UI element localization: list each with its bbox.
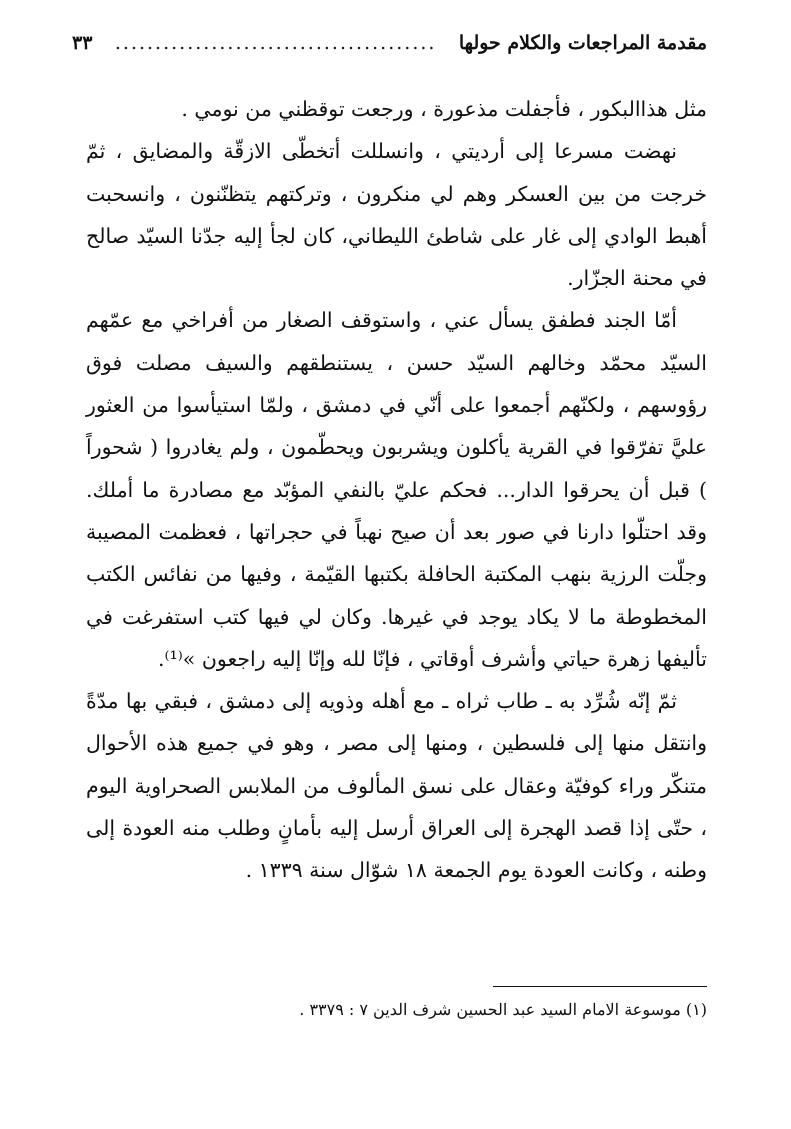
footnote: (١) موسوعة الامام السيد عبد الحسين شرف الدين ٧ : ٣٣٧٩ . [299,1000,707,1019]
main-text [86,88,707,892]
running-header [72,22,707,56]
header-title: مقدمة المراجعات والكلام حولها [458,32,707,54]
footnote-separator [493,986,707,987]
paragraph-2: نهضت مسرعا إلى أرديتي ، وانسللت أتخطّى الازقّة والمضايق ، ثمّ خرجت من بين العسكر وهم لي منكرون ، وتركتهم يتظنّنون ، وانسحبت أهبط الوادي إلى غار على شاطئ الليطاني، كان لجأ إليه جدّنا السيّد صالح في محنة الجزّار. [86,139,707,291]
paragraph-4: ثمّ إنّه شُرِّد به ـ طاب ثراه ـ مع أهله وذويه إلى دمشق ، فبقي بها مدّةً وانتقل منها إلى فلسطين ، ومنها إلى مصر ، وهو في جميع هذه الأحوال متنكّر وراء كوفيّة وعقال على نسق المألوف من الملابس الصحراوية اليوم ، حتّى إذا قصد الهجرة إلى العراق أرسل إليه بأمانٍ وطلب منه العودة إلى وطنه ، وكانت العودة يوم الجمعة ١٨ شوّال سنة ١٣٣٩ . [86,689,707,883]
page-number: ٣٣ [72,32,93,54]
header-leader-dots: ........................................ [114,32,437,54]
paragraph-1: مثل هذاالبكور ، فأجفلت مذعورة ، ورجعت توقظني من نومي . [181,97,707,121]
paragraph-3: أمّا الجند فطفق يسأل عني ، واستوقف الصغار من أفراخي مع عمّهم السيّد محمّد وخالهم السيّد حسن ، يستنطقهم والسيف مصلت فوق رؤوسهم ، ولكنّهم أجمعوا على أنّي في دمشق ، ولمّا استيأسوا من العثور عليَّ تفرّقوا في القرية يأكلون ويشربون ويحطّمون ، ولم يغادروا ( شحوراً ) قبل أن يحرقوا الدار... فحكم عليّ بالنفي المؤبّد مع مصادرة ما أملك. وقد احتلّوا دارنا في صور بعد أن صيح نهباً في حجراتها ، فعظمت المصيبة وجلّت الرزية بنهب المكتبة الحافلة بكتبها القيّمة ، وفيها من نفائس الكتب المخطوطة ما لا يكاد يوجد في غيرها. وكان لي فيها كتب استفرغت في تأليفها زهرة حياتي وأشرف أوقاتي ، فإنّا لله وإنّا إليه راجعون »⁽¹⁾. [86,308,707,671]
